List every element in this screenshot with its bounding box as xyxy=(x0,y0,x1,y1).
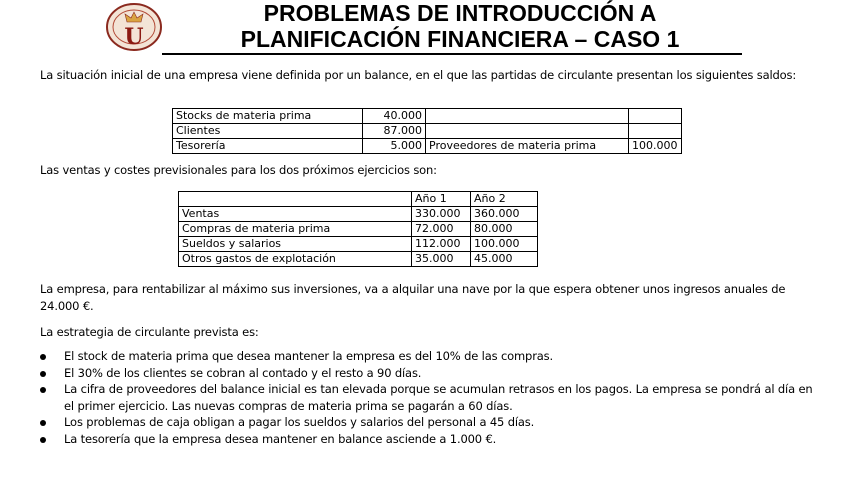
table-row xyxy=(179,192,538,207)
list-item-text: La cifra de proveedores del balance inicial es tan elevada porque se acumulan retrasos en los pagos. La empresa se pondrá al día en el primer ejercicio. Las nuevas compras de materia prima se pagarán a 60 días. xyxy=(64,382,813,413)
table-row xyxy=(179,252,538,267)
forecast-header-year1: Año 1 xyxy=(412,192,471,207)
forecast-table xyxy=(178,191,538,267)
forecast-year1: 35.000 xyxy=(412,252,471,267)
university-seal-logo xyxy=(105,2,163,52)
table-row xyxy=(179,237,538,252)
logo-letter: U xyxy=(124,24,144,50)
bullet-icon xyxy=(40,420,46,426)
forecast-year1: 72.000 xyxy=(412,222,471,237)
bullet-icon xyxy=(40,437,46,443)
table-row xyxy=(173,139,682,154)
title-underline xyxy=(162,53,742,55)
title-line-1: PROBLEMAS DE INTRODUCCIÓN A xyxy=(263,0,657,26)
list-item xyxy=(40,431,824,448)
bullet-icon xyxy=(40,371,46,377)
balance-value: 5.000 xyxy=(363,139,426,154)
bullet-icon xyxy=(40,354,46,360)
balance-value: 40.000 xyxy=(363,109,426,124)
forecast-label: Otros gastos de explotación xyxy=(179,252,412,267)
table-row xyxy=(179,222,538,237)
table-row xyxy=(173,124,682,139)
forecast-label: Sueldos y salarios xyxy=(179,237,412,252)
forecast-header-year2: Año 2 xyxy=(471,192,538,207)
forecast-year1: 112.000 xyxy=(412,237,471,252)
strategy-list xyxy=(40,348,824,447)
list-item xyxy=(40,381,824,414)
list-item-text: El stock de materia prima que desea mantener la empresa es del 10% de las compras. xyxy=(64,349,554,363)
forecast-year1: 330.000 xyxy=(412,207,471,222)
balance-value: 87.000 xyxy=(363,124,426,139)
forecast-year2: 360.000 xyxy=(471,207,538,222)
balance-label: Clientes xyxy=(173,124,363,139)
bullet-icon xyxy=(40,387,46,393)
balance-label-2: Proveedores de materia prima xyxy=(426,139,629,154)
page-title xyxy=(170,0,750,52)
title-line-2: PLANIFICACIÓN FINANCIERA – CASO 1 xyxy=(240,26,680,52)
table-row xyxy=(173,109,682,124)
balance-value-2 xyxy=(629,109,682,124)
intro-paragraph: La situación inicial de una empresa viene definida por un balance, en el que las partidas de circulante presentan los siguientes saldos: xyxy=(40,68,797,82)
forecast-year2: 100.000 xyxy=(471,237,538,252)
forecast-label: Compras de materia prima xyxy=(179,222,412,237)
balance-label-2 xyxy=(426,124,629,139)
balance-label: Stocks de materia prima xyxy=(173,109,363,124)
rental-paragraph-line-1: La empresa, para rentabilizar al máximo sus inversiones, va a alquilar una nave por la que espera obtener unos ingresos anuales de xyxy=(40,282,786,296)
forecast-label: Ventas xyxy=(179,207,412,222)
list-item xyxy=(40,365,824,382)
balance-value-2: 100.000 xyxy=(629,139,682,154)
list-item-text: Los problemas de caja obligan a pagar los sueldos y salarios del personal a 45 días. xyxy=(64,415,535,429)
list-item xyxy=(40,414,824,431)
balance-label: Tesorería xyxy=(173,139,363,154)
table-row xyxy=(179,207,538,222)
strategy-intro: La estrategia de circulante prevista es: xyxy=(40,325,259,339)
list-item-text: La tesorería que la empresa desea mantener en balance asciende a 1.000 €. xyxy=(64,431,497,446)
list-item xyxy=(40,348,824,365)
balance-label-2 xyxy=(426,109,629,124)
forecast-intro: Las ventas y costes previsionales para los dos próximos ejercicios son: xyxy=(40,163,437,177)
forecast-header-blank xyxy=(179,192,412,207)
balance-table xyxy=(172,108,682,154)
balance-value-2 xyxy=(629,124,682,139)
forecast-year2: 45.000 xyxy=(471,252,538,267)
rental-paragraph-line-2: 24.000 €. xyxy=(40,299,94,313)
list-item-text: El 30% de los clientes se cobran al contado y el resto a 90 días. xyxy=(64,365,422,380)
forecast-year2: 80.000 xyxy=(471,222,538,237)
